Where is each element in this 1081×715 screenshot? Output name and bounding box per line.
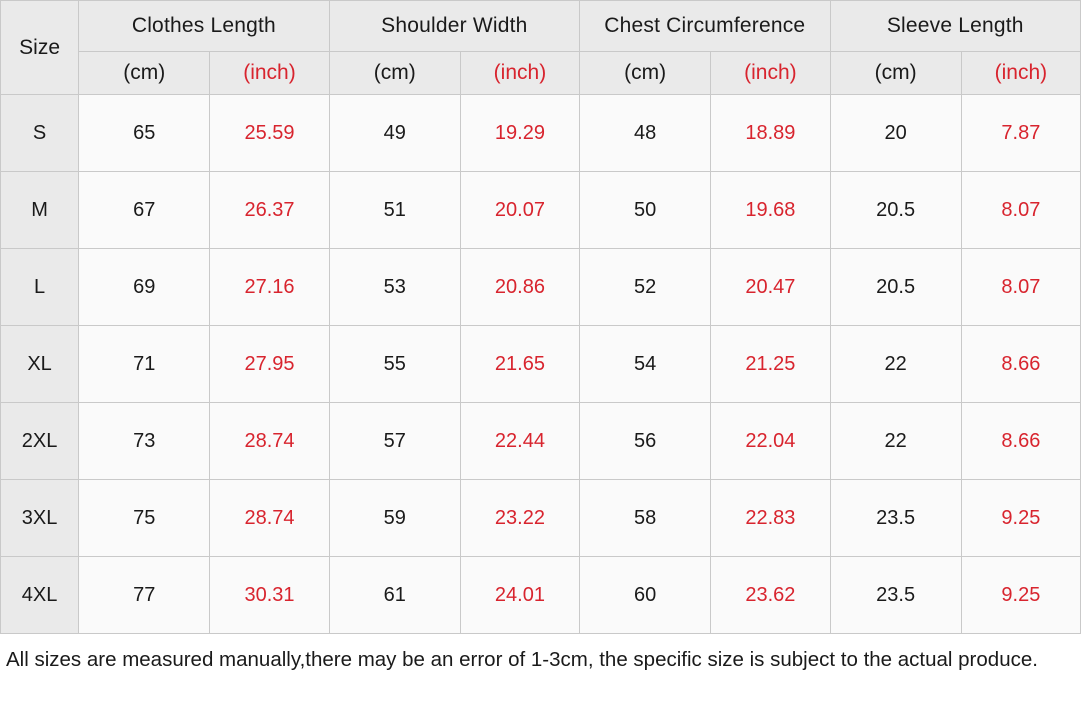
header-unit-cm-shoulder-width: (cm) [329, 52, 460, 95]
header-unit-cm-clothes-length: (cm) [79, 52, 210, 95]
cell-cm: 55 [329, 326, 460, 403]
cell-inch: 8.07 [961, 172, 1080, 249]
row-size-label: 3XL [1, 480, 79, 557]
cell-cm: 20 [830, 95, 961, 172]
cell-inch: 21.65 [460, 326, 579, 403]
cell-inch: 20.86 [460, 249, 579, 326]
cell-inch: 26.37 [210, 172, 329, 249]
header-group-sleeve-length: Sleeve Length [830, 1, 1081, 52]
cell-inch: 22.83 [711, 480, 830, 557]
cell-inch: 30.31 [210, 557, 329, 634]
header-size: Size [1, 1, 79, 95]
header-group-clothes-length: Clothes Length [79, 1, 329, 52]
cell-inch: 23.62 [711, 557, 830, 634]
row-size-label: S [1, 95, 79, 172]
cell-cm: 71 [79, 326, 210, 403]
cell-cm: 49 [329, 95, 460, 172]
cell-inch: 19.29 [460, 95, 579, 172]
cell-cm: 59 [329, 480, 460, 557]
cell-cm: 54 [580, 326, 711, 403]
header-unit-inch-clothes-length: (inch) [210, 52, 329, 95]
cell-cm: 23.5 [830, 557, 961, 634]
table-row [1, 172, 1081, 249]
cell-inch: 22.04 [711, 403, 830, 480]
row-size-label: 2XL [1, 403, 79, 480]
cell-inch: 23.22 [460, 480, 579, 557]
cell-cm: 61 [329, 557, 460, 634]
table-header-units [1, 52, 1081, 95]
row-size-label: L [1, 249, 79, 326]
measurement-disclaimer: All sizes are measured manually,there may be an error of 1-3cm, the specific size is subject to the actual produce. [6, 648, 1038, 671]
cell-cm: 58 [580, 480, 711, 557]
cell-inch: 20.07 [460, 172, 579, 249]
cell-cm: 56 [580, 403, 711, 480]
cell-inch: 22.44 [460, 403, 579, 480]
row-size-label: XL [1, 326, 79, 403]
cell-inch: 8.07 [961, 249, 1080, 326]
header-unit-inch-shoulder-width: (inch) [460, 52, 579, 95]
header-group-shoulder-width: Shoulder Width [329, 1, 579, 52]
cell-inch: 20.47 [711, 249, 830, 326]
cell-inch: 28.74 [210, 403, 329, 480]
cell-cm: 57 [329, 403, 460, 480]
row-size-label: M [1, 172, 79, 249]
header-unit-cm-chest-circumference: (cm) [580, 52, 711, 95]
header-unit-cm-sleeve-length: (cm) [830, 52, 961, 95]
cell-inch: 27.95 [210, 326, 329, 403]
cell-cm: 22 [830, 326, 961, 403]
cell-cm: 23.5 [830, 480, 961, 557]
cell-cm: 22 [830, 403, 961, 480]
cell-inch: 24.01 [460, 557, 579, 634]
cell-cm: 20.5 [830, 249, 961, 326]
header-unit-inch-chest-circumference: (inch) [711, 52, 830, 95]
cell-inch: 8.66 [961, 403, 1080, 480]
table-row [1, 95, 1081, 172]
header-unit-inch-sleeve-length: (inch) [961, 52, 1080, 95]
table-row [1, 557, 1081, 634]
cell-cm: 69 [79, 249, 210, 326]
cell-inch: 27.16 [210, 249, 329, 326]
cell-inch: 19.68 [711, 172, 830, 249]
cell-cm: 52 [580, 249, 711, 326]
cell-cm: 20.5 [830, 172, 961, 249]
table-row [1, 326, 1081, 403]
cell-inch: 9.25 [961, 557, 1080, 634]
table-row [1, 249, 1081, 326]
header-group-chest-circumference: Chest Circumference [580, 1, 830, 52]
cell-cm: 77 [79, 557, 210, 634]
cell-cm: 65 [79, 95, 210, 172]
cell-cm: 67 [79, 172, 210, 249]
cell-cm: 48 [580, 95, 711, 172]
cell-cm: 51 [329, 172, 460, 249]
cell-cm: 53 [329, 249, 460, 326]
cell-inch: 25.59 [210, 95, 329, 172]
cell-cm: 73 [79, 403, 210, 480]
table-header-groups [1, 1, 1081, 52]
cell-inch: 28.74 [210, 480, 329, 557]
cell-cm: 60 [580, 557, 711, 634]
table-row [1, 403, 1081, 480]
cell-inch: 8.66 [961, 326, 1080, 403]
row-size-label: 4XL [1, 557, 79, 634]
cell-inch: 21.25 [711, 326, 830, 403]
table-row [1, 480, 1081, 557]
cell-cm: 50 [580, 172, 711, 249]
cell-inch: 18.89 [711, 95, 830, 172]
cell-inch: 7.87 [961, 95, 1080, 172]
cell-cm: 75 [79, 480, 210, 557]
cell-inch: 9.25 [961, 480, 1080, 557]
